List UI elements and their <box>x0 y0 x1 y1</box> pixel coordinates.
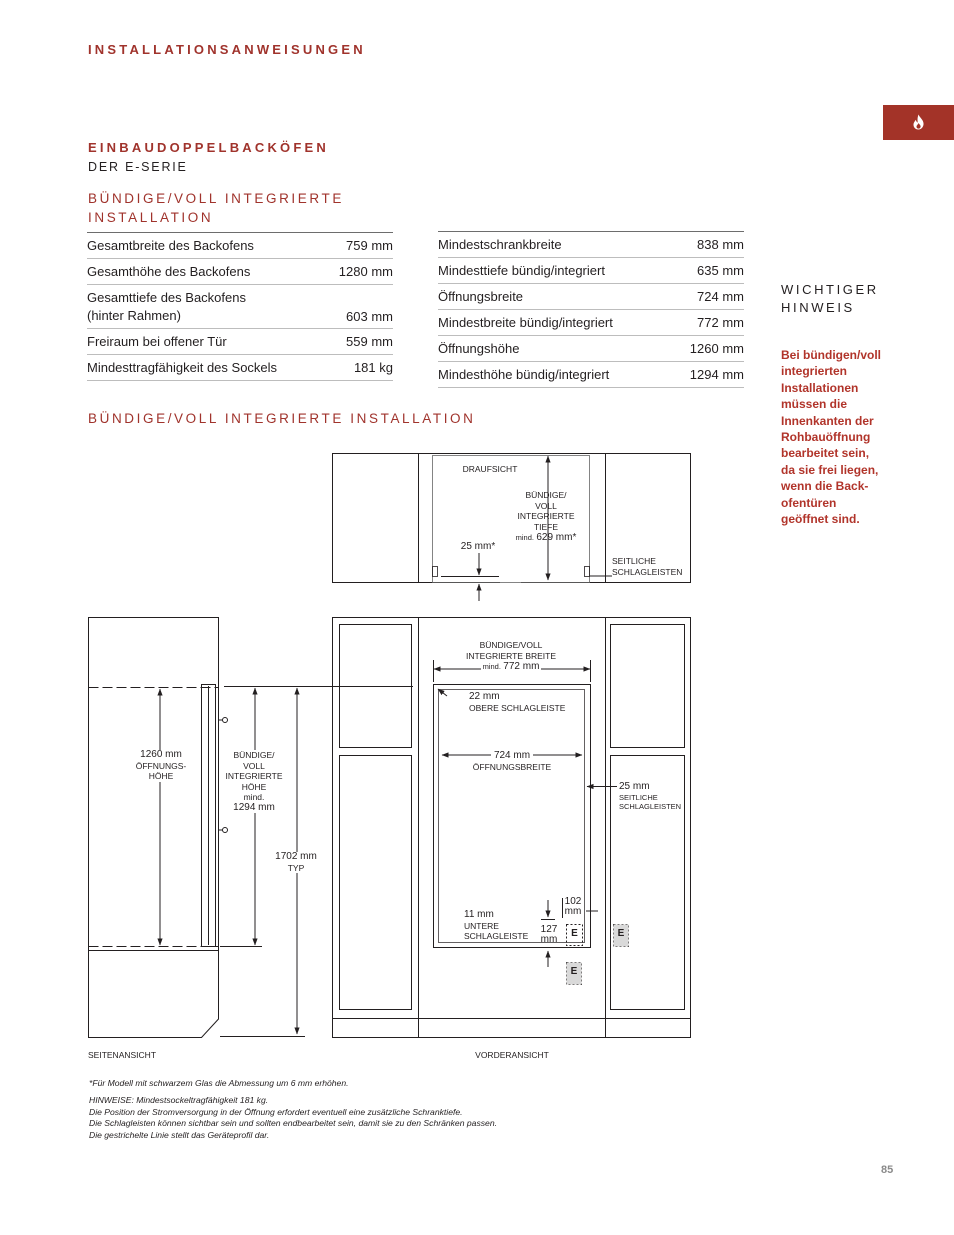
footnote-line: Die Position der Stromversorgung in der Öffnung erfordert eventuell eine zusätzliche Schranktiefe. <box>89 1106 463 1117</box>
flush-width-value: 772 mm <box>503 661 540 672</box>
footnote-asterisk: *Für Modell mit schwarzem Glas die Abmessung um 6 mm erhöhen. <box>89 1078 349 1088</box>
opening-height-label <box>125 750 197 782</box>
side-view-label: SEITENANSICHT <box>88 1050 157 1060</box>
width-min: mind. <box>482 662 501 671</box>
opening-width-value: 724 mm <box>491 751 533 762</box>
spec-value: 1260 mm <box>672 336 744 362</box>
typ-height-label <box>266 852 326 873</box>
label-line: SEITLICHE <box>612 556 656 566</box>
top-side-strip-label <box>612 556 682 577</box>
top-view-left-cabinet <box>333 454 419 583</box>
side-view-base <box>89 951 219 1038</box>
dim-127-value: 127 <box>540 924 558 935</box>
flush-width-label <box>447 640 575 673</box>
spec-label: Mindesttiefe bündig/integriert <box>438 258 672 284</box>
note-heading-line1: WICHTIGER <box>781 282 879 297</box>
spec-label: Mindesttragfähigkeit des Sockels <box>87 355 325 381</box>
front-view <box>333 618 691 1038</box>
note-line: Installationen <box>781 380 859 395</box>
top-view-strip-left <box>433 567 438 577</box>
left-cabinet-door-bottom <box>340 756 412 1010</box>
note-line: geöffnet sind. <box>781 512 860 527</box>
depth-min: mind. <box>515 533 534 542</box>
spec-label: Öffnungshöhe <box>438 336 672 362</box>
front-side-strip-label <box>619 782 681 812</box>
depth-label-line: INTEGRIERTE <box>517 511 575 521</box>
spec-label: Mindestschrankbreite <box>438 232 672 258</box>
product-subtitle: DER E-SERIE <box>88 160 188 174</box>
label-line: HÖHE <box>148 771 174 781</box>
top-strip-text: OBERE SCHLAGLEISTE <box>469 702 566 713</box>
label-line: SCHLAGLEISTE <box>464 931 529 941</box>
right-cabinet-door-top <box>611 625 685 748</box>
footnotes-block <box>89 1095 497 1141</box>
spec-value: 1280 mm <box>325 259 393 285</box>
spec-label: Gesamthöhe des Backofens <box>87 259 325 285</box>
footnote-line: HINWEISE: Mindestsockeltragfähigkeit 181 kg. <box>89 1095 269 1105</box>
spec-value: 559 mm <box>325 329 393 355</box>
label-line: SCHLAGLEISTEN <box>612 566 683 577</box>
spec-label: Gesamtbreite des Backofens <box>87 233 325 259</box>
front-view-label: VORDERANSICHT <box>475 1050 549 1060</box>
note-line: integrierten <box>781 364 848 379</box>
label-line: BÜNDIGE/VOLL <box>479 640 543 650</box>
front-view-frame <box>333 618 691 1038</box>
depth-label-line: VOLL <box>535 500 557 511</box>
note-line: Rohbauöffnung <box>781 430 871 445</box>
label-line: VOLL <box>243 760 265 771</box>
label-line: UNTERE <box>464 920 499 931</box>
outlet-label: E <box>571 928 578 939</box>
dim-102-unit: mm <box>564 906 582 917</box>
note-line: wenn die Back- <box>781 479 869 494</box>
label-line: SCHLAGLEISTEN <box>619 802 682 811</box>
handle-icon <box>223 718 228 723</box>
page-header-title: INSTALLATIONSANWEISUNGEN <box>88 42 366 57</box>
spec-label: Mindesthöhe bündig/integriert <box>438 362 672 388</box>
note-line: müssen die <box>781 397 848 412</box>
label-line: BÜNDIGE/ <box>233 750 275 760</box>
bottom-strip-value: 11 mm <box>464 909 494 920</box>
note-line: Innenkanten der <box>781 413 874 428</box>
spec-value: 759 mm <box>325 233 393 259</box>
dim-127-unit: mm <box>540 934 558 945</box>
note-line: da sie frei liegen, <box>781 462 879 477</box>
note-line: Bei bündigen/voll <box>781 348 882 362</box>
top-strip-value: 22 mm <box>469 691 500 702</box>
spec-value: 724 mm <box>672 284 744 310</box>
top-view-strip-right <box>585 567 590 577</box>
dim-102 <box>563 897 583 917</box>
note-heading-line2: HINWEIS <box>781 300 855 315</box>
top-view-label: DRAUFSICHT <box>462 464 518 474</box>
handle-icon <box>223 828 228 833</box>
flush-height-label <box>219 750 289 813</box>
section1-title-line2: INSTALLATION <box>88 210 214 225</box>
outlet-label: E <box>617 928 625 939</box>
spec-label: Öffnungsbreite <box>438 284 672 310</box>
dim-102-value: 102 <box>564 896 582 907</box>
opening-width-text: ÖFFNUNGSBREITE <box>472 761 552 772</box>
typ-height-value: 1702 mm <box>275 851 317 862</box>
label-line: HÖHE <box>241 781 267 792</box>
section2-title: BÜNDIGE/VOLL INTEGRIERTE INSTALLATION <box>88 411 476 426</box>
label-line: INTEGRIERTE <box>225 771 283 781</box>
spec-label: Gesamttiefe des Backofens <box>87 289 246 305</box>
gap-value: 25 mm* <box>460 541 496 552</box>
depth-value: 629 mm* <box>536 532 577 543</box>
dim-127 <box>538 925 560 945</box>
note-line: bearbeitet sein, <box>781 446 870 461</box>
section1-title-line1: BÜNDIGE/VOLL INTEGRIERTE <box>88 191 344 206</box>
top-strip-label <box>469 692 565 713</box>
opening-width-label <box>463 750 561 772</box>
side-view-upper-cabinet <box>89 618 219 951</box>
page-number: 85 <box>881 1164 894 1176</box>
side-strip-value: 25 mm <box>619 781 650 792</box>
spec-value: 181 kg <box>325 355 393 381</box>
note-line: ofentüren <box>781 495 837 510</box>
spec-label: Freiraum bei offener Tür <box>87 329 325 355</box>
outlet-label: E <box>570 966 578 977</box>
opening-height-value: 1260 mm <box>140 749 182 760</box>
spec-value: 635 mm <box>672 258 744 284</box>
footnote-line: Die Schlagleisten können sichtbar sein und sollten endbearbeitet sein, damit sie zu den Schränken passen. <box>89 1118 497 1129</box>
spec-label: Mindestbreite bündig/integriert <box>438 310 672 336</box>
label-line: SEITLICHE <box>619 792 658 802</box>
spec-value: 838 mm <box>672 232 744 258</box>
spec-value: 603 mm <box>325 285 393 329</box>
label-line: mind. <box>243 792 265 802</box>
label-line: ÖFFNUNGS- <box>135 760 187 771</box>
spec-label-line2: (hinter Rahmen) <box>87 307 181 323</box>
typ-label: TYP <box>287 862 305 873</box>
spec-value: 772 mm <box>672 310 744 336</box>
bottom-strip-label <box>464 910 528 942</box>
depth-label-line: BÜNDIGE/ <box>525 490 567 500</box>
product-title: EINBAUDOPPELBACKÖFEN <box>88 140 329 155</box>
spec-value: 1294 mm <box>672 362 744 388</box>
footnote-line: Die gestrichelte Linie stellt das Geräteprofil dar. <box>89 1129 270 1140</box>
depth-label <box>506 490 586 544</box>
flush-height-value: 1294 mm <box>233 801 275 813</box>
side-view <box>89 618 414 1038</box>
label-line: INTEGRIERTE BREITE <box>465 650 557 661</box>
depth-label-line: TIEFE <box>533 521 559 532</box>
